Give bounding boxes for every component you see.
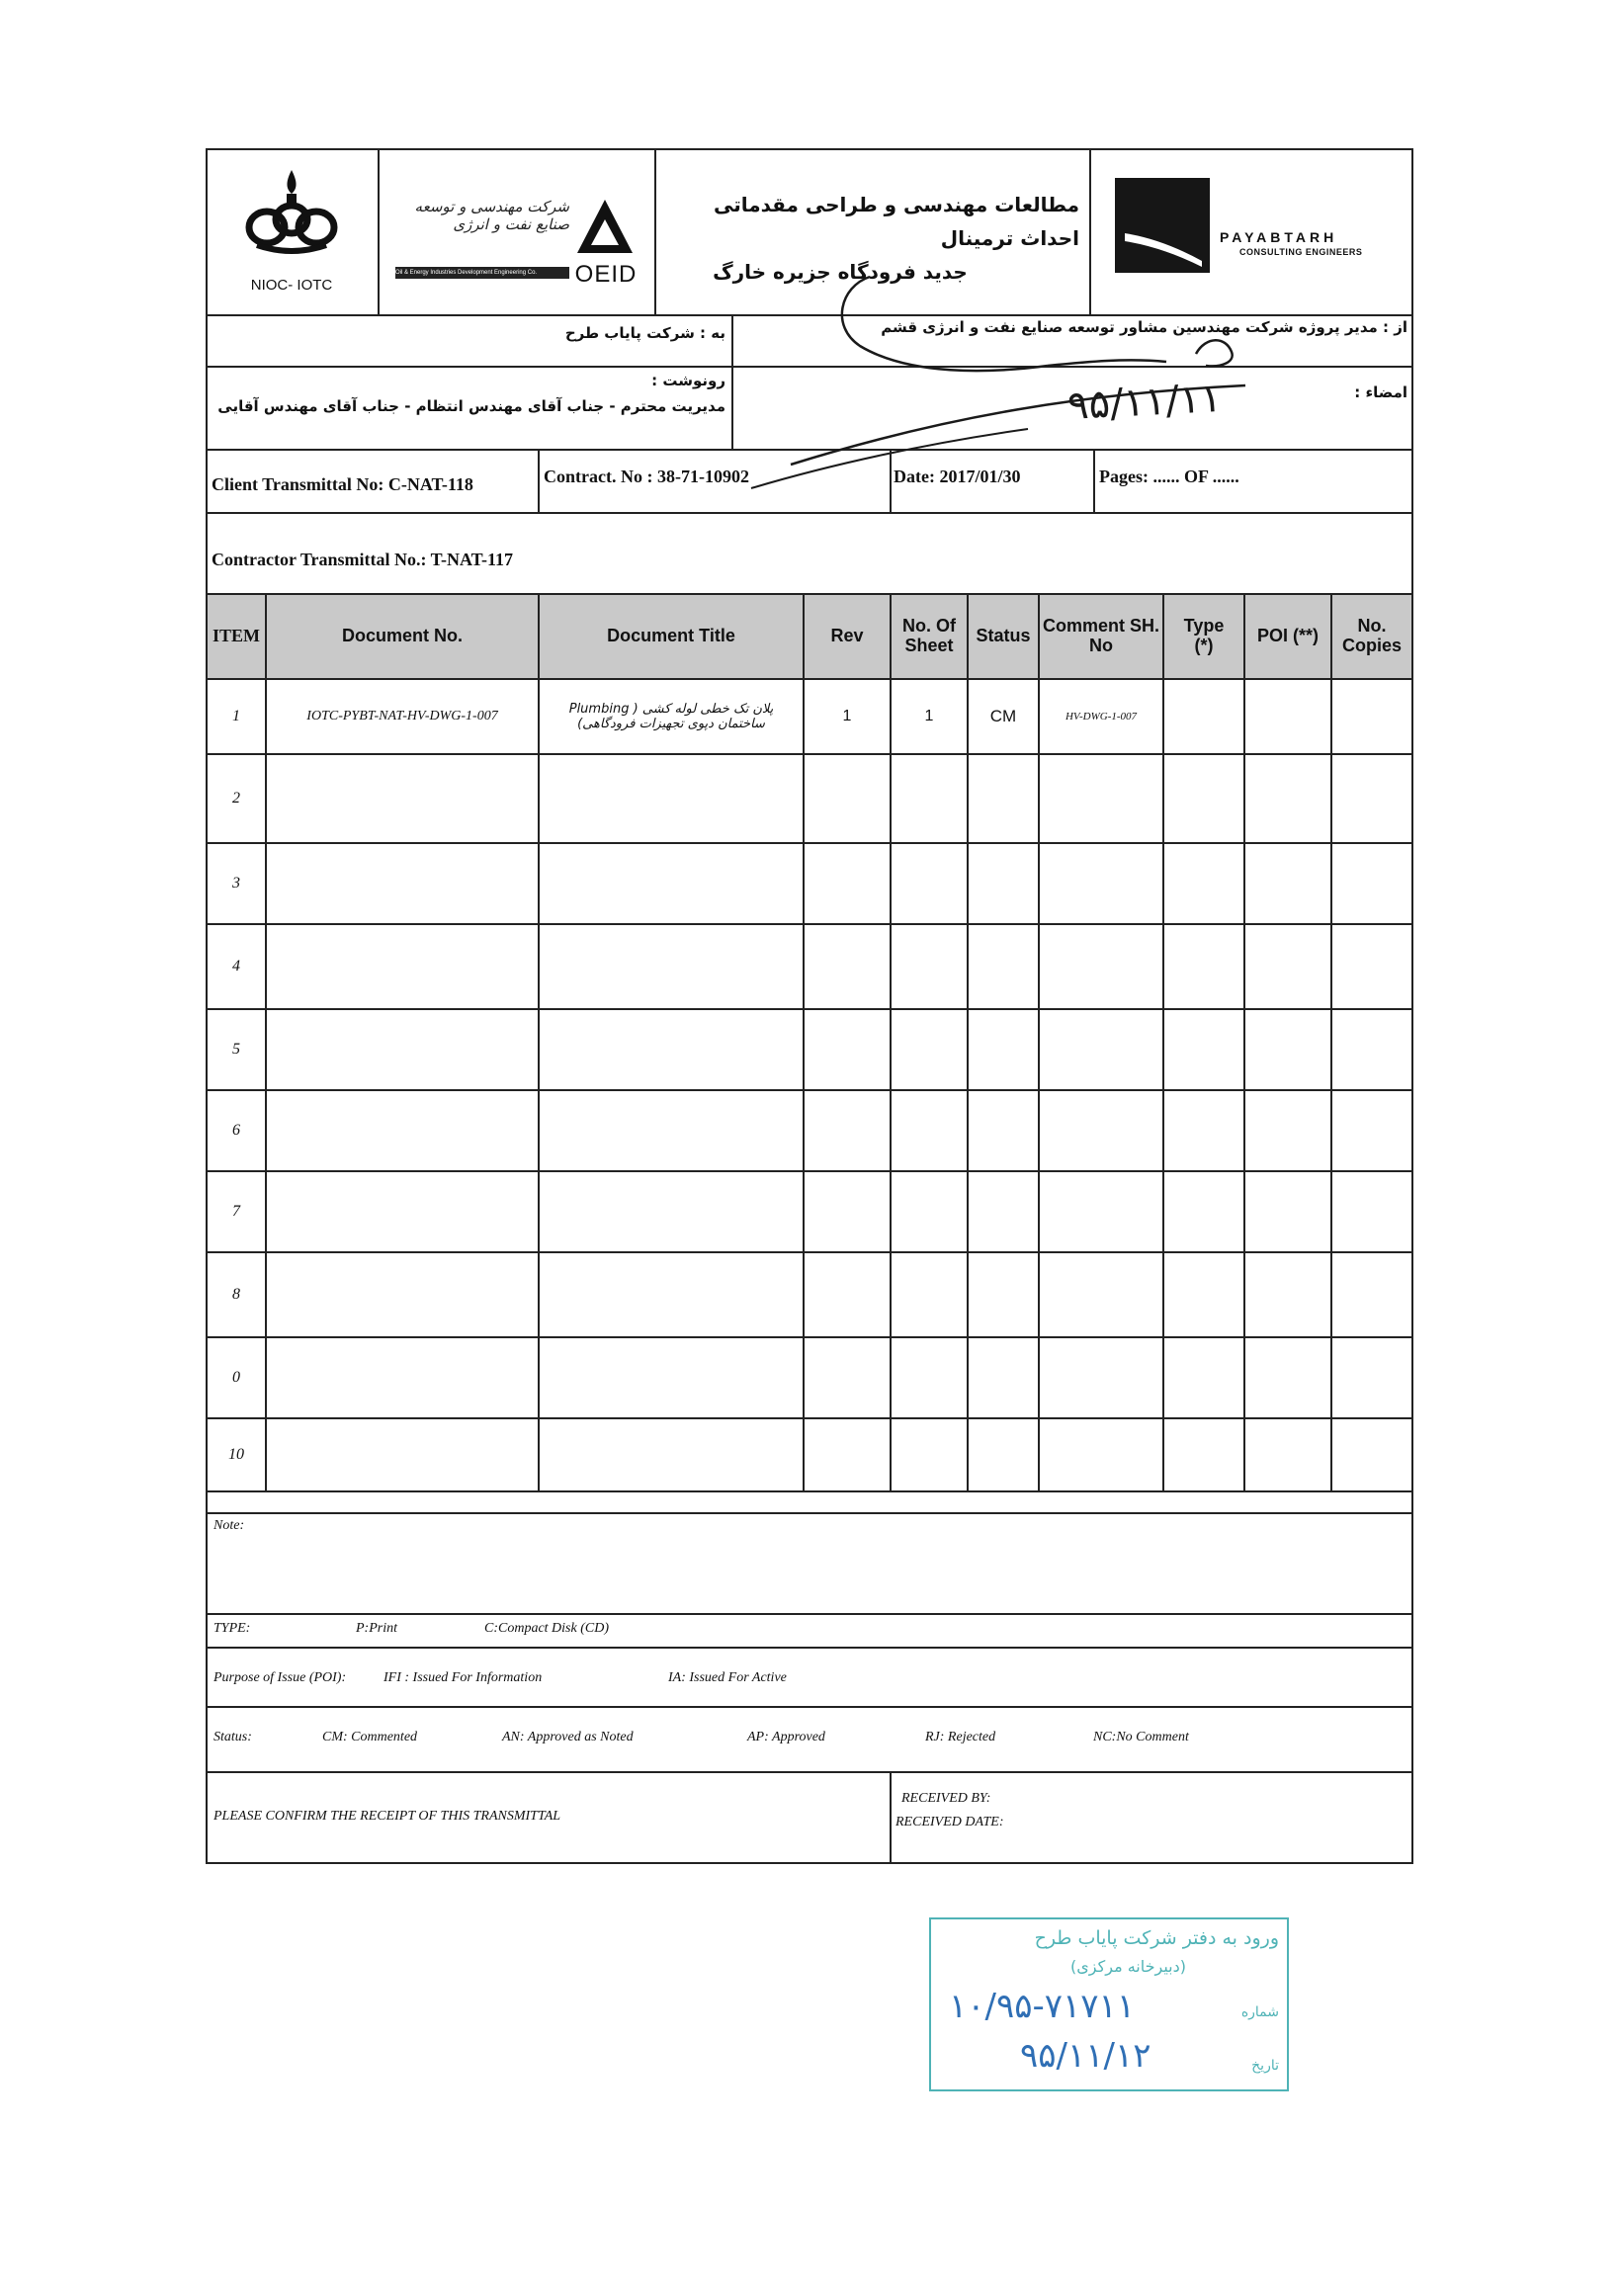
pages-count: Pages: ...... OF ...... bbox=[1099, 467, 1239, 486]
header-type bbox=[1164, 595, 1243, 678]
handwritten-date: ۹۵/۱۱/۱۱ bbox=[1065, 375, 1223, 430]
type-print: P:Print bbox=[356, 1621, 397, 1636]
cc-label: رونوشت : bbox=[651, 372, 725, 389]
client-transmittal: Client Transmittal No: C-NAT-118 bbox=[212, 474, 473, 494]
stamp-date-label: تاریخ bbox=[1251, 2058, 1279, 2074]
type-label: TYPE: bbox=[213, 1621, 251, 1636]
signature-label: امضاء : bbox=[1354, 383, 1407, 401]
type-cd: C:Compact Disk (CD) bbox=[484, 1621, 609, 1636]
header-sheets bbox=[892, 595, 967, 678]
table-row-1-comment: HV-DWG-1-007 bbox=[1065, 711, 1138, 723]
header-type-label-1: Type bbox=[1183, 616, 1225, 637]
contract-number: Contract. No : 38-71-10902 bbox=[544, 467, 749, 486]
poi-ifi: IFI : Issued For Information bbox=[383, 1670, 543, 1685]
stamp-line-1: ورود به دفتر شرکت پایاب طرح bbox=[1034, 1927, 1279, 1949]
table-row-1-title-line-2: ساختمان دپوی تجهیزات فرودگاهی) bbox=[577, 717, 765, 731]
project-title-line1: مطالعات مهندسی و طراحی مقدماتی احداث ترمینال bbox=[713, 193, 1079, 250]
header-status bbox=[969, 595, 1038, 678]
table-row-10-item: 10 bbox=[228, 1446, 244, 1463]
oeid-strip-text: Oil & Energy Industries Development Engineering Co. bbox=[395, 270, 538, 276]
oeid-strip bbox=[395, 267, 569, 279]
table-row-4-item: 4 bbox=[232, 958, 240, 975]
table-row-8-item: 8 bbox=[232, 1286, 240, 1303]
poi-ia: IA: Issued For Active bbox=[668, 1670, 787, 1685]
header-document-title bbox=[540, 595, 803, 678]
header-status-label: Status bbox=[976, 626, 1031, 646]
header-rev-label: Rev bbox=[830, 626, 864, 646]
receipt-stamp bbox=[929, 1917, 1289, 2091]
header-rev bbox=[805, 595, 890, 678]
status-cm: CM: Commented bbox=[322, 1730, 418, 1744]
stamp-number-label: شماره bbox=[1240, 2004, 1279, 2020]
cc-value: مدیریت محترم - جناب آقای مهندس انتظام - جناب آقای مهندس آقایی bbox=[217, 397, 725, 415]
table-row-1-title-line-1: پلان تک خطی لوله کشی ( Plumbing bbox=[568, 702, 774, 717]
table-row-1-title bbox=[542, 682, 801, 751]
table-row-3-item: 3 bbox=[232, 875, 240, 892]
stamp-date-value: ۹۵/۱۱/۱۲ bbox=[1020, 2036, 1151, 2076]
table-row-1-status: CM bbox=[989, 707, 1017, 725]
confirm-receipt: PLEASE CONFIRM THE RECEIPT OF THIS TRANSMITTAL bbox=[213, 1809, 561, 1824]
poi-label: Purpose of Issue (POI): bbox=[213, 1670, 347, 1685]
payabtarh-sub: CONSULTING ENGINEERS bbox=[1239, 247, 1363, 257]
header-poi-label: POI (**) bbox=[1256, 626, 1319, 646]
received-by: RECEIVED BY: bbox=[901, 1791, 991, 1806]
header-item bbox=[208, 595, 265, 678]
header-comment bbox=[1040, 595, 1162, 678]
header-sheets-label-2: Sheet bbox=[904, 636, 954, 655]
nioc-emblem-icon bbox=[208, 158, 376, 267]
table-row-5-item: 5 bbox=[232, 1041, 240, 1058]
status-ap: AP: Approved bbox=[747, 1730, 825, 1744]
table-row-7-item: 7 bbox=[232, 1203, 240, 1220]
oeid-name-fa: شرکت مهندسی و توسعه صنایع نفت و انرژی bbox=[414, 198, 569, 233]
header-copies-label-2: Copies bbox=[1341, 636, 1402, 655]
status-nc: NC:No Comment bbox=[1093, 1730, 1189, 1744]
from-field: از : مدیر پروژه شرکت مهندسین مشاور توسعه صنایع نفت و انرژی قشم bbox=[881, 318, 1407, 336]
header-document-title-label: Document Title bbox=[607, 626, 735, 646]
project-title-line2: جدید فرودگاه جزیره خارگ bbox=[713, 260, 968, 284]
table-row-1-item: 1 bbox=[232, 708, 240, 724]
table-row-1-sheets: 1 bbox=[924, 708, 934, 724]
oeid-triangle-icon bbox=[575, 198, 635, 257]
table-row-9-item: 0 bbox=[232, 1369, 240, 1386]
oeid-logo bbox=[382, 158, 652, 306]
header-copies bbox=[1332, 595, 1411, 678]
nioc-logo bbox=[208, 158, 376, 306]
received-date: RECEIVED DATE: bbox=[895, 1815, 1004, 1829]
oeid-label: OEID bbox=[574, 261, 638, 288]
header-copies-label-1: No. bbox=[1357, 616, 1387, 637]
transmittal-date: Date: 2017/01/30 bbox=[894, 467, 1021, 486]
handwritten-signature bbox=[731, 267, 1364, 494]
table-row-1-doc-no: IOTC-PYBT-NAT-HV-DWG-1-007 bbox=[306, 709, 498, 723]
table-row-1-rev: 1 bbox=[842, 708, 852, 724]
header-comment-label-2: No bbox=[1089, 636, 1113, 655]
status-label: Status: bbox=[213, 1730, 252, 1744]
note-label: Note: bbox=[213, 1518, 245, 1533]
stamp-line-2: (دبیرخانه مرکزی) bbox=[1070, 1957, 1186, 1976]
header-type-label-2: (*) bbox=[1194, 636, 1214, 655]
header-document-no bbox=[267, 595, 538, 678]
header-sheets-label-1: No. Of bbox=[902, 616, 956, 637]
header-poi bbox=[1245, 595, 1330, 678]
nioc-label: NIOC- IOTC bbox=[250, 277, 333, 294]
payabtarh-mark-icon bbox=[1115, 178, 1210, 273]
header-document-no-label: Document No. bbox=[341, 626, 463, 646]
to-field: به : شرکت پایاب طرح bbox=[564, 324, 725, 342]
header-comment-label-1: Comment SH. bbox=[1042, 616, 1159, 637]
contractor-transmittal: Contractor Transmittal No.: T-NAT-117 bbox=[212, 550, 514, 569]
table-row-6-item: 6 bbox=[232, 1122, 240, 1139]
table-row-2-item: 2 bbox=[232, 790, 240, 807]
stamp-number-value: ۱۰/۹۵-۷۱۷۱۱ bbox=[949, 1987, 1136, 2026]
status-an: AN: Approved as Noted bbox=[502, 1730, 634, 1744]
header-item-label: ITEM bbox=[212, 626, 260, 646]
status-rj: RJ: Rejected bbox=[925, 1730, 996, 1744]
payabtarh-name: PAYABTARH bbox=[1220, 229, 1338, 245]
